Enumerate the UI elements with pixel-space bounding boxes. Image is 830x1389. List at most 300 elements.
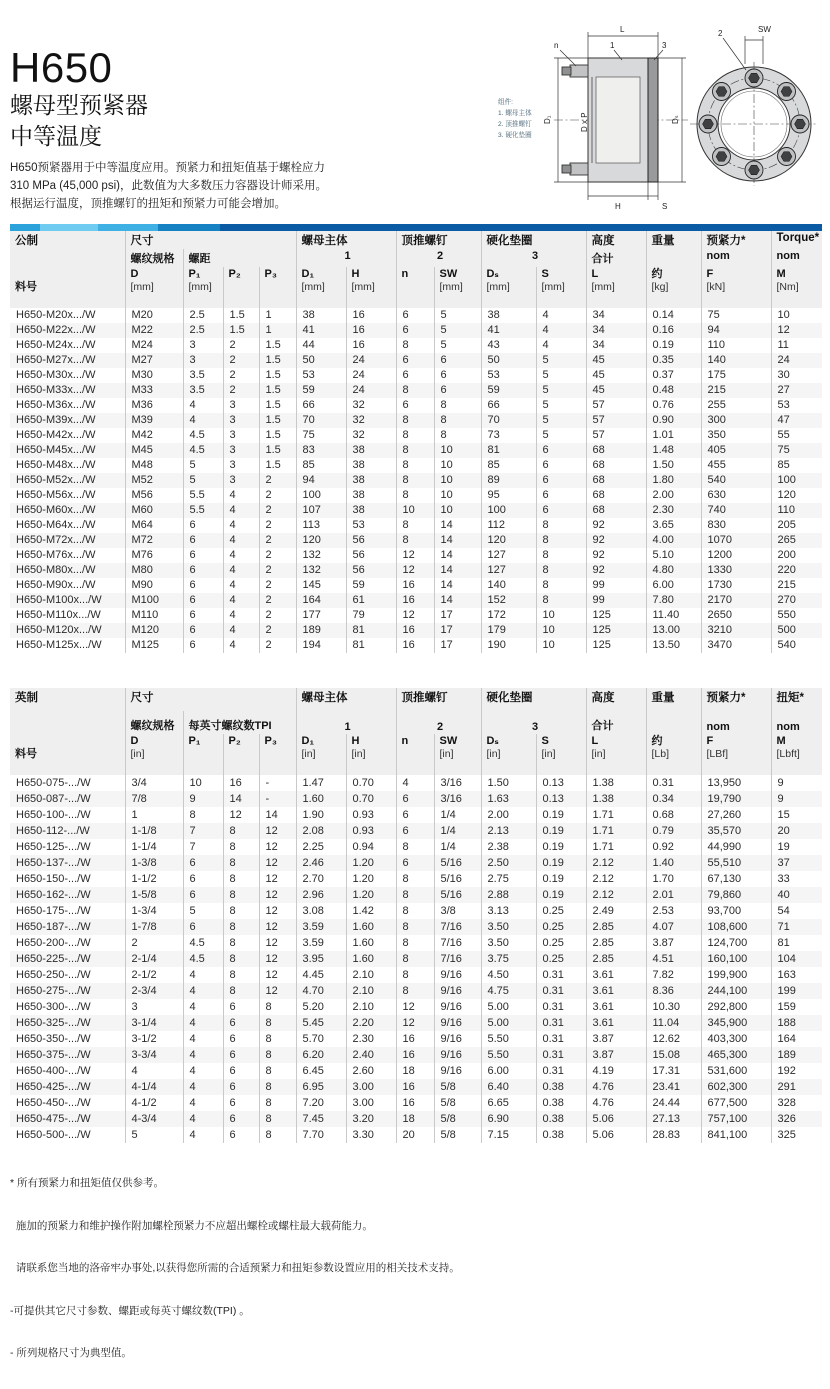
value-cell: 2	[259, 578, 296, 593]
value-cell: 8	[223, 983, 259, 999]
value-cell: 6	[434, 353, 481, 368]
column-header-part: 料号	[10, 734, 125, 775]
value-cell: 14	[223, 791, 259, 807]
value-cell: 127	[481, 548, 536, 563]
value-cell: 830	[701, 518, 771, 533]
value-cell: 8	[396, 458, 434, 473]
value-cell: 53	[296, 368, 346, 383]
value-cell: 19	[771, 839, 822, 855]
value-cell: 6	[183, 887, 223, 903]
value-cell: 8	[223, 951, 259, 967]
value-cell: 1.5	[259, 368, 296, 383]
value-cell: 8	[259, 1095, 296, 1111]
value-cell: 205	[771, 518, 822, 533]
value-cell: 2	[259, 473, 296, 488]
value-cell: 0.19	[536, 807, 586, 823]
value-cell: 5/8	[434, 1127, 481, 1143]
value-cell: 6	[183, 593, 223, 608]
value-cell: 2.30	[346, 1031, 396, 1047]
value-cell: M110	[125, 608, 183, 623]
value-cell: 255	[701, 398, 771, 413]
part-number-cell: H650-M110x.../W	[16, 609, 101, 621]
value-cell: 2.49	[586, 903, 646, 919]
value-cell: 7/8	[125, 791, 183, 807]
value-cell: 5/8	[434, 1095, 481, 1111]
value-cell: 57	[586, 398, 646, 413]
value-cell: 0.31	[536, 1015, 586, 1031]
value-cell: 14	[434, 563, 481, 578]
group-weight: 重量	[646, 231, 701, 249]
part-number-cell: H650-M39x.../W	[10, 413, 125, 428]
value-cell: 2	[223, 368, 259, 383]
value-cell: 2.10	[346, 967, 396, 983]
value-cell: 107	[296, 503, 346, 518]
value-cell: 1.5	[259, 443, 296, 458]
value-cell: M48	[125, 458, 183, 473]
column-header: D [in]	[125, 734, 183, 775]
value-cell: 12	[259, 823, 296, 839]
imperial_table-symbol-row	[10, 734, 822, 775]
value-cell: 9/16	[434, 999, 481, 1015]
value-cell: 8	[396, 919, 434, 935]
value-cell: 27	[771, 383, 822, 398]
value-cell: 2.88	[481, 887, 536, 903]
value-cell: 2	[259, 518, 296, 533]
value-cell: 2170	[701, 593, 771, 608]
value-cell: 1-7/8	[125, 919, 183, 935]
value-cell: 12	[259, 887, 296, 903]
value-cell: 0.93	[346, 807, 396, 823]
value-cell: 6	[183, 638, 223, 653]
value-cell: 8	[396, 871, 434, 887]
value-cell: 6	[223, 1063, 259, 1079]
column-header: D [mm]	[125, 267, 183, 308]
column-header-part: 料号	[10, 267, 125, 308]
value-cell: 6	[223, 1095, 259, 1111]
part-number-cell: H650-275-.../W	[10, 983, 125, 999]
value-cell: 1.47	[296, 775, 346, 791]
value-cell: 6	[223, 1127, 259, 1143]
value-cell: 9	[183, 791, 223, 807]
value-cell: 9	[771, 791, 822, 807]
value-cell: 841,100	[701, 1127, 771, 1143]
value-cell: 4	[396, 775, 434, 791]
side-view-drawing	[543, 25, 688, 211]
value-cell: 8	[259, 1047, 296, 1063]
footnotes-block	[10, 1148, 790, 1389]
value-cell: 4.19	[586, 1063, 646, 1079]
value-cell: 3.59	[296, 919, 346, 935]
value-cell: 2	[259, 638, 296, 653]
part-number-cell: H650-M120x.../W	[10, 623, 125, 638]
value-cell: 2.00	[646, 488, 701, 503]
value-cell: 81	[771, 935, 822, 951]
value-cell: 164	[296, 593, 346, 608]
value-cell: 24	[771, 353, 822, 368]
imperial-group-header-row	[10, 688, 822, 711]
value-cell: 8	[434, 398, 481, 413]
value-cell: 757,100	[701, 1111, 771, 1127]
value-cell: 5.70	[296, 1031, 346, 1047]
value-cell: 3	[125, 999, 183, 1015]
value-cell: 140	[481, 578, 536, 593]
table-row	[10, 473, 822, 488]
value-cell: 3-1/4	[125, 1015, 183, 1031]
value-cell: 30	[771, 368, 822, 383]
value-cell: 6	[183, 919, 223, 935]
value-cell: 2.96	[296, 887, 346, 903]
column-header: n	[396, 734, 434, 775]
value-cell: 0.90	[646, 413, 701, 428]
value-cell: 6	[183, 518, 223, 533]
value-cell: 27.13	[646, 1111, 701, 1127]
value-cell: 2.08	[296, 823, 346, 839]
table-row	[10, 1111, 822, 1127]
value-cell: 75	[701, 308, 771, 323]
part-number-cell: H650-087-.../W	[10, 791, 125, 807]
table-row	[10, 871, 822, 887]
table-row	[10, 967, 822, 983]
value-cell: 11.40	[646, 608, 701, 623]
front-view-drawing	[690, 25, 818, 186]
value-cell: 34	[586, 338, 646, 353]
value-cell: 6	[223, 1015, 259, 1031]
value-cell: 3	[223, 443, 259, 458]
value-cell: 8	[396, 983, 434, 999]
value-cell: 2.01	[646, 887, 701, 903]
value-cell: 8	[223, 903, 259, 919]
value-cell: 12	[259, 919, 296, 935]
value-cell: 50	[296, 353, 346, 368]
description-line: H650预紧器用于中等温度应用。预紧力和扭矩值基于螺栓应力	[10, 162, 325, 175]
table-row	[10, 503, 822, 518]
value-cell: 0.38	[536, 1095, 586, 1111]
legend-item: 2. 顶推螺钉	[498, 121, 532, 128]
value-cell: 159	[771, 999, 822, 1015]
value-cell: 3/16	[434, 791, 481, 807]
value-cell: 75	[771, 443, 822, 458]
accent-bar-segment	[158, 224, 220, 231]
legend-title: 组件:	[498, 99, 514, 106]
value-cell: 6.40	[481, 1079, 536, 1095]
table-row	[10, 887, 822, 903]
value-cell: 602,300	[701, 1079, 771, 1095]
value-cell: M72	[125, 533, 183, 548]
value-cell: 3	[223, 413, 259, 428]
imperial_table-body	[10, 775, 822, 1143]
value-cell: 6	[223, 1111, 259, 1127]
part-number-cell: H650-300-.../W	[16, 1001, 91, 1013]
value-cell: 8	[396, 488, 434, 503]
value-cell: 8.36	[646, 983, 701, 999]
column-header: L [mm]	[586, 267, 646, 308]
value-cell: 4.5	[183, 428, 223, 443]
group-jackbolts: 顶推螺钉	[396, 688, 481, 711]
value-cell: 2.46	[296, 855, 346, 871]
column-header: SW [mm]	[434, 267, 481, 308]
part-number-cell: H650-137-.../W	[10, 855, 125, 871]
table-row	[10, 563, 822, 578]
value-cell: 2	[259, 488, 296, 503]
value-cell: 41	[296, 323, 346, 338]
value-cell: 1.50	[481, 775, 536, 791]
value-cell: 50	[481, 353, 536, 368]
table-row	[10, 353, 822, 368]
value-cell: 81	[346, 623, 396, 638]
value-cell: 4	[183, 1047, 223, 1063]
table-row	[10, 1079, 822, 1095]
value-cell: 8	[223, 855, 259, 871]
value-cell: 4	[183, 983, 223, 999]
value-cell: 18	[396, 1111, 434, 1127]
value-cell: 100	[296, 488, 346, 503]
value-cell: 34	[586, 323, 646, 338]
value-cell: 215	[701, 383, 771, 398]
value-cell: 3.65	[646, 518, 701, 533]
value-cell: 13.00	[646, 623, 701, 638]
value-cell: 2	[259, 533, 296, 548]
value-cell: 4-1/2	[125, 1095, 183, 1111]
group-height: 高度	[586, 688, 646, 711]
value-cell: 7/16	[434, 951, 481, 967]
value-cell: 12	[396, 563, 434, 578]
part-number-cell: H650-M33x.../W	[10, 383, 125, 398]
value-cell: 5.50	[481, 1031, 536, 1047]
value-cell: 10	[434, 473, 481, 488]
value-cell: 3.50	[481, 919, 536, 935]
value-cell: 8	[396, 473, 434, 488]
value-cell: 1200	[701, 548, 771, 563]
value-cell: 0.31	[646, 775, 701, 791]
value-cell: M42	[125, 428, 183, 443]
value-cell: 4	[223, 623, 259, 638]
value-cell: 531,600	[701, 1063, 771, 1079]
value-cell: 215	[771, 578, 822, 593]
table-row	[10, 775, 822, 791]
value-cell: 0.31	[536, 983, 586, 999]
value-cell: 1.5	[259, 353, 296, 368]
value-cell: 6	[434, 383, 481, 398]
value-cell: 4	[183, 999, 223, 1015]
value-cell: 1.90	[296, 807, 346, 823]
value-cell: 5	[536, 353, 586, 368]
value-cell: 455	[701, 458, 771, 473]
part-number-cell: H650-M20x.../W	[16, 309, 96, 321]
value-cell: 6	[434, 368, 481, 383]
metric_table-body	[10, 308, 822, 653]
value-cell: 16	[346, 323, 396, 338]
value-cell: M27	[125, 353, 183, 368]
value-cell: 12	[396, 608, 434, 623]
value-cell: 11	[771, 338, 822, 353]
part-number-cell: H650-350-.../W	[16, 1033, 91, 1045]
value-cell: -	[259, 791, 296, 807]
column-header: F [kN]	[701, 267, 771, 308]
value-cell: 1.71	[586, 807, 646, 823]
value-cell: 199,900	[701, 967, 771, 983]
column-header: n	[396, 267, 434, 308]
value-cell: 8	[259, 1031, 296, 1047]
value-cell: 68	[586, 443, 646, 458]
value-cell: 1.40	[646, 855, 701, 871]
value-cell: 1.71	[586, 823, 646, 839]
value-cell: 2	[223, 353, 259, 368]
value-cell: 2.75	[481, 871, 536, 887]
value-cell: 89	[481, 473, 536, 488]
value-cell: 8	[536, 563, 586, 578]
part-label-1: 1	[610, 41, 615, 50]
accent-bar-segment	[98, 224, 158, 231]
value-cell: 4	[183, 413, 223, 428]
value-cell: 8	[396, 428, 434, 443]
value-cell: 37	[771, 855, 822, 871]
value-cell: 6	[396, 353, 434, 368]
value-cell: 0.25	[536, 903, 586, 919]
table-row	[10, 428, 822, 443]
footnote-line: 施加的预紧力和维护操作附加螺栓预紧力不应超出螺栓或螺柱最大载荷能力。	[10, 1219, 373, 1232]
value-cell: 24	[346, 383, 396, 398]
value-cell: 27,260	[701, 807, 771, 823]
value-cell: 2	[259, 608, 296, 623]
value-cell: 192	[771, 1063, 822, 1079]
value-cell: 125	[586, 608, 646, 623]
value-cell: 5/16	[434, 855, 481, 871]
value-cell: 0.31	[536, 1047, 586, 1063]
value-cell: 5	[536, 428, 586, 443]
group-jackbolts: 顶推螺钉	[396, 231, 481, 249]
value-cell: 8	[536, 548, 586, 563]
sub-nom: nom	[701, 249, 771, 267]
value-cell: 199	[771, 983, 822, 999]
value-cell: 177	[296, 608, 346, 623]
value-cell: 4	[223, 533, 259, 548]
value-cell: 35,570	[701, 823, 771, 839]
accent-bar-segment	[40, 224, 98, 231]
value-cell: 5	[183, 473, 223, 488]
value-cell: 79,860	[701, 887, 771, 903]
value-cell: 12	[396, 1015, 434, 1031]
value-cell: 2.30	[646, 503, 701, 518]
value-cell: 1.20	[346, 887, 396, 903]
part-number-cell: H650-M90x.../W	[16, 579, 96, 591]
part-number-cell: H650-450-.../W	[16, 1097, 91, 1109]
dim-label-L: L	[620, 25, 625, 34]
value-cell: 8	[396, 887, 434, 903]
value-cell: 108,600	[701, 919, 771, 935]
group-nut-body: 螺母主体	[296, 231, 396, 249]
value-cell: M33	[125, 383, 183, 398]
table-row	[10, 791, 822, 807]
value-cell: 2.85	[586, 935, 646, 951]
dim-label-SW: SW	[758, 25, 771, 34]
value-cell: 13,950	[701, 775, 771, 791]
part-label-3: 3	[662, 41, 667, 50]
value-cell: 6.20	[296, 1047, 346, 1063]
value-cell: 17	[434, 638, 481, 653]
sub-component-3: 3	[481, 249, 586, 267]
value-cell: 8	[396, 413, 434, 428]
value-cell: 28.83	[646, 1127, 701, 1143]
value-cell: 8	[259, 1111, 296, 1127]
value-cell: 2-3/4	[125, 983, 183, 999]
value-cell: 99	[586, 593, 646, 608]
value-cell: 6	[183, 533, 223, 548]
value-cell: 1.5	[259, 413, 296, 428]
value-cell: 6	[183, 608, 223, 623]
value-cell: 100	[481, 503, 536, 518]
value-cell: 0.19	[536, 823, 586, 839]
value-cell: 4	[536, 338, 586, 353]
value-cell: 8	[223, 887, 259, 903]
value-cell: 16	[396, 623, 434, 638]
footnote-line: * 所有预紧力和扭矩值仅供参考。	[10, 1177, 165, 1190]
value-cell: 5/8	[434, 1079, 481, 1095]
value-cell: 8	[536, 518, 586, 533]
value-cell: 6	[396, 323, 434, 338]
value-cell: 0.31	[536, 999, 586, 1015]
value-cell: 172	[481, 608, 536, 623]
value-cell: 3.20	[346, 1111, 396, 1127]
value-cell: 4.45	[296, 967, 346, 983]
part-number-cell: H650-M100x.../W	[10, 593, 125, 608]
group-hardened-washer: 硬化垫圈	[481, 688, 586, 711]
description-line: 根据运行温度，顶推螺钉的扭矩和预紧力可能会增加。	[10, 197, 286, 210]
value-cell: 4.5	[183, 951, 223, 967]
value-cell: 2.50	[481, 855, 536, 871]
value-cell: 4.5	[183, 935, 223, 951]
value-cell: 465,300	[701, 1047, 771, 1063]
value-cell: 1.5	[259, 383, 296, 398]
column-header: P₂	[223, 267, 259, 308]
value-cell: 38	[481, 308, 536, 323]
value-cell: 2.25	[296, 839, 346, 855]
metric-subgroup-header-row	[10, 249, 822, 267]
value-cell: 3	[183, 353, 223, 368]
metric-group-header-row	[10, 231, 822, 249]
value-cell: 189	[296, 623, 346, 638]
value-cell: 99	[586, 578, 646, 593]
value-cell: 0.68	[646, 807, 701, 823]
value-cell: 38	[346, 458, 396, 473]
value-cell: 12	[259, 871, 296, 887]
value-cell: 104	[771, 951, 822, 967]
value-cell: 6	[183, 548, 223, 563]
column-header: Dₛ [in]	[481, 734, 536, 775]
group-height: 高度	[586, 231, 646, 249]
value-cell: 5.00	[481, 999, 536, 1015]
value-cell: 127	[481, 563, 536, 578]
value-cell: 132	[296, 563, 346, 578]
value-cell: 0.13	[536, 775, 586, 791]
value-cell: 3	[223, 398, 259, 413]
table-row	[10, 623, 822, 638]
value-cell: 68	[586, 503, 646, 518]
value-cell: 4.5	[183, 443, 223, 458]
group-preload: 预紧力*	[701, 688, 771, 711]
value-cell: 61	[346, 593, 396, 608]
value-cell: 8	[259, 1063, 296, 1079]
table-row	[10, 413, 822, 428]
value-cell: 7	[183, 823, 223, 839]
legend-item: 3. 硬化垫圈	[498, 132, 532, 139]
value-cell: 66	[481, 398, 536, 413]
value-cell: 94	[701, 323, 771, 338]
metric-table-section	[10, 224, 822, 653]
sub-total: 合计	[586, 249, 646, 267]
value-cell: 6	[183, 563, 223, 578]
value-cell: 8	[536, 533, 586, 548]
jackbolt-top	[570, 65, 588, 77]
